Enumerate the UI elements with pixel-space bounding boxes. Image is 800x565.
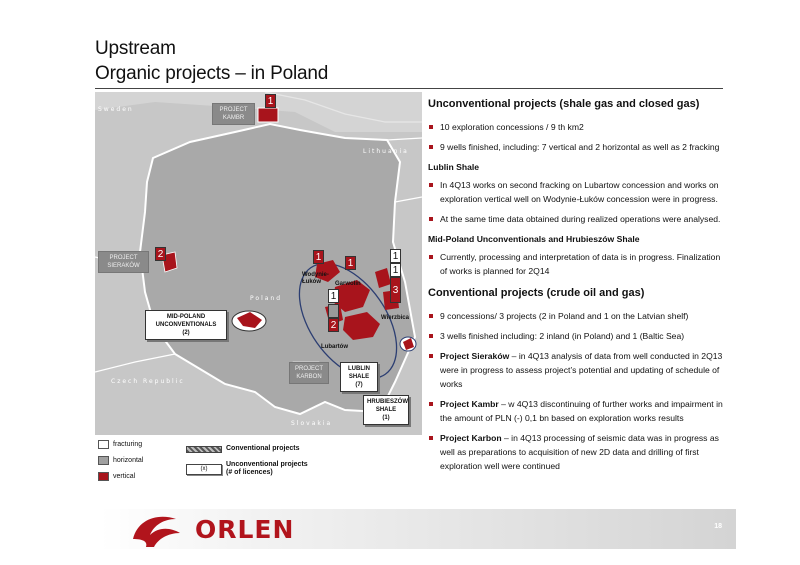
page-number: 18 [714, 523, 722, 530]
poland-map [95, 92, 422, 435]
legend-swatch-conventional [186, 446, 222, 453]
legend-fracturing-label: fracturing [113, 441, 143, 448]
project-karbon-box [289, 362, 329, 384]
legend-fracturing [98, 440, 142, 449]
project-karbon-line2: KARBON [296, 374, 322, 380]
sierakow-text: – in 4Q13 analysis of data from well conducted in 2Q13 were in progress to assess project’s potential and updating of schedule of works [440, 351, 723, 389]
unconv-bullet-1: 10 exploration concessions / 9 th km2 [428, 120, 724, 134]
mid-poland-line3: (2) [182, 330, 190, 336]
content-column [428, 96, 724, 479]
title-line-2: Organic projects – in Poland [95, 63, 329, 84]
orlen-logo: ORLEN [195, 515, 295, 544]
hrubieszow-shale-box [363, 395, 409, 425]
legend-swatch-horizontal [98, 456, 109, 465]
city-wodynie: Wodynie- [302, 272, 329, 278]
karbon-text: – in 4Q13 processing of seismic data was in progress as well as preparations to acquisition of new 2D data and drilling of first exploration well were continued [440, 433, 719, 471]
unconv-bullet-2: 9 wells finished, including: 7 vertical and 2 horizontal as well as 2 fracking [428, 140, 724, 154]
hrubieszow-line3: (1) [382, 415, 390, 421]
project-sierakow-line1: PROJECT [109, 255, 138, 261]
project-karbon-line1: PROJECT [294, 366, 323, 372]
footer-bar [100, 509, 736, 549]
conv-bullet-karbon [428, 431, 724, 473]
label-czech: Czech Republic [111, 378, 185, 385]
city-wierzbica: Wierzbica [381, 315, 409, 321]
city-lukow: Łuków [302, 279, 321, 285]
unconventional-heading: Unconventional projects (shale gas and closed gas) [428, 98, 700, 110]
lublin-bullet-1: In 4Q13 works on second fracking on Lubartow concession and works on exploration vertical well on Wodynie-Łuków concession were in progress. [428, 178, 724, 206]
kambr-text: – w 4Q13 discontinuing of further works and impairment in the amount of PLN (-) 0,1 bn based on exploration works results [440, 399, 723, 423]
kambr-well-count: 1 [265, 94, 276, 108]
legend-unconventional-label [226, 461, 308, 477]
legend-swatch-vertical [98, 472, 109, 481]
project-kambr-line2: KAMBR [222, 115, 245, 121]
mid-poland-unconventionals-box [145, 310, 227, 340]
legend-swatch-fracturing [98, 440, 109, 449]
conv-bullet-1: 9 concessions/ 3 projects (2 in Poland and 1 on the Latvian shelf) [428, 309, 724, 323]
project-sierakow-box [98, 251, 149, 273]
hrubieszow-line2: SHALE [375, 407, 397, 413]
well-count-stack-grey [328, 304, 339, 318]
label-poland: Poland [250, 295, 283, 302]
legend-conventional [186, 445, 300, 453]
conventional-heading: Conventional projects (crude oil and gas) [428, 287, 645, 299]
conv-bullet-sierakow [428, 349, 724, 391]
conv-bullet-2: 3 wells finished including: 2 inland (in Poland) and 1 (Baltic Sea) [428, 329, 724, 343]
lublin-line1: LUBLIN [348, 366, 370, 372]
legend-unconventional [186, 461, 308, 477]
label-slovakia: Slovakia [291, 420, 333, 427]
lublin-heading: Lublin Shale [428, 162, 480, 172]
conv-bullet-kambr [428, 397, 724, 425]
lublin-line3: (7) [355, 382, 363, 388]
mid-poland-line2: UNCONVENTIONALS [155, 322, 217, 328]
well-count-east-red: 3 [390, 277, 401, 303]
hrubieszow-line1: HRUBIESZÓW [367, 399, 408, 405]
legend-unconventional-line2: (# of licences) [226, 469, 273, 476]
well-count-west: 1 [313, 250, 324, 264]
well-count-stack-white: 1 [328, 289, 339, 303]
page-title [95, 36, 328, 86]
legend-vertical [98, 472, 135, 481]
project-sierakow-line2: SIERAKÓW [107, 263, 140, 269]
city-lubartow: Lubartów [321, 344, 348, 350]
title-divider [95, 88, 723, 89]
legend-horizontal-label: horizontal [113, 457, 144, 464]
label-sweden: Sweden [98, 106, 134, 113]
lublin-bullet-2: At the same time data obtained during realized operations were analysed. [428, 212, 724, 226]
project-kambr-line1: PROJECT [219, 107, 248, 113]
project-kambr-box [212, 103, 255, 125]
lublin-line2: SHALE [348, 374, 370, 380]
sierakow-well-count: 2 [155, 247, 166, 261]
kambr-bold: Project Kambr [440, 399, 499, 409]
lublin-shale-box [340, 362, 378, 392]
city-wodynie-lukow [302, 272, 329, 286]
city-garwolin: Garwolin [335, 281, 361, 287]
midpoland-bullet-1: Currently, processing and interpretation of data is in progress. Finalization of works is planned for 2Q14 [428, 250, 724, 278]
label-lithuania: Lithuania [363, 148, 409, 155]
orlen-eagle-icon [128, 509, 188, 549]
title-line-1: Upstream [95, 38, 176, 59]
well-count-east-white-2: 1 [390, 263, 401, 277]
legend-conventional-label: Conventional projects [226, 445, 300, 452]
sierakow-bold: Project Sieraków [440, 351, 510, 361]
well-count-stack-red: 2 [328, 318, 339, 332]
legend-unconventional-line1: Unconventional projects [226, 461, 308, 468]
well-count-east-white-1: 1 [390, 249, 401, 263]
legend-swatch-unconventional: (x) [186, 464, 222, 475]
map-legend [98, 440, 428, 490]
karbon-bold: Project Karbon [440, 433, 502, 443]
legend-horizontal [98, 456, 143, 465]
legend-vertical-label: vertical [113, 473, 136, 480]
well-count-mid: 1 [345, 256, 356, 270]
midpoland-heading: Mid-Poland Unconventionals and Hrubieszów Shale [428, 234, 640, 244]
mid-poland-line1: MID-POLAND [166, 314, 206, 320]
